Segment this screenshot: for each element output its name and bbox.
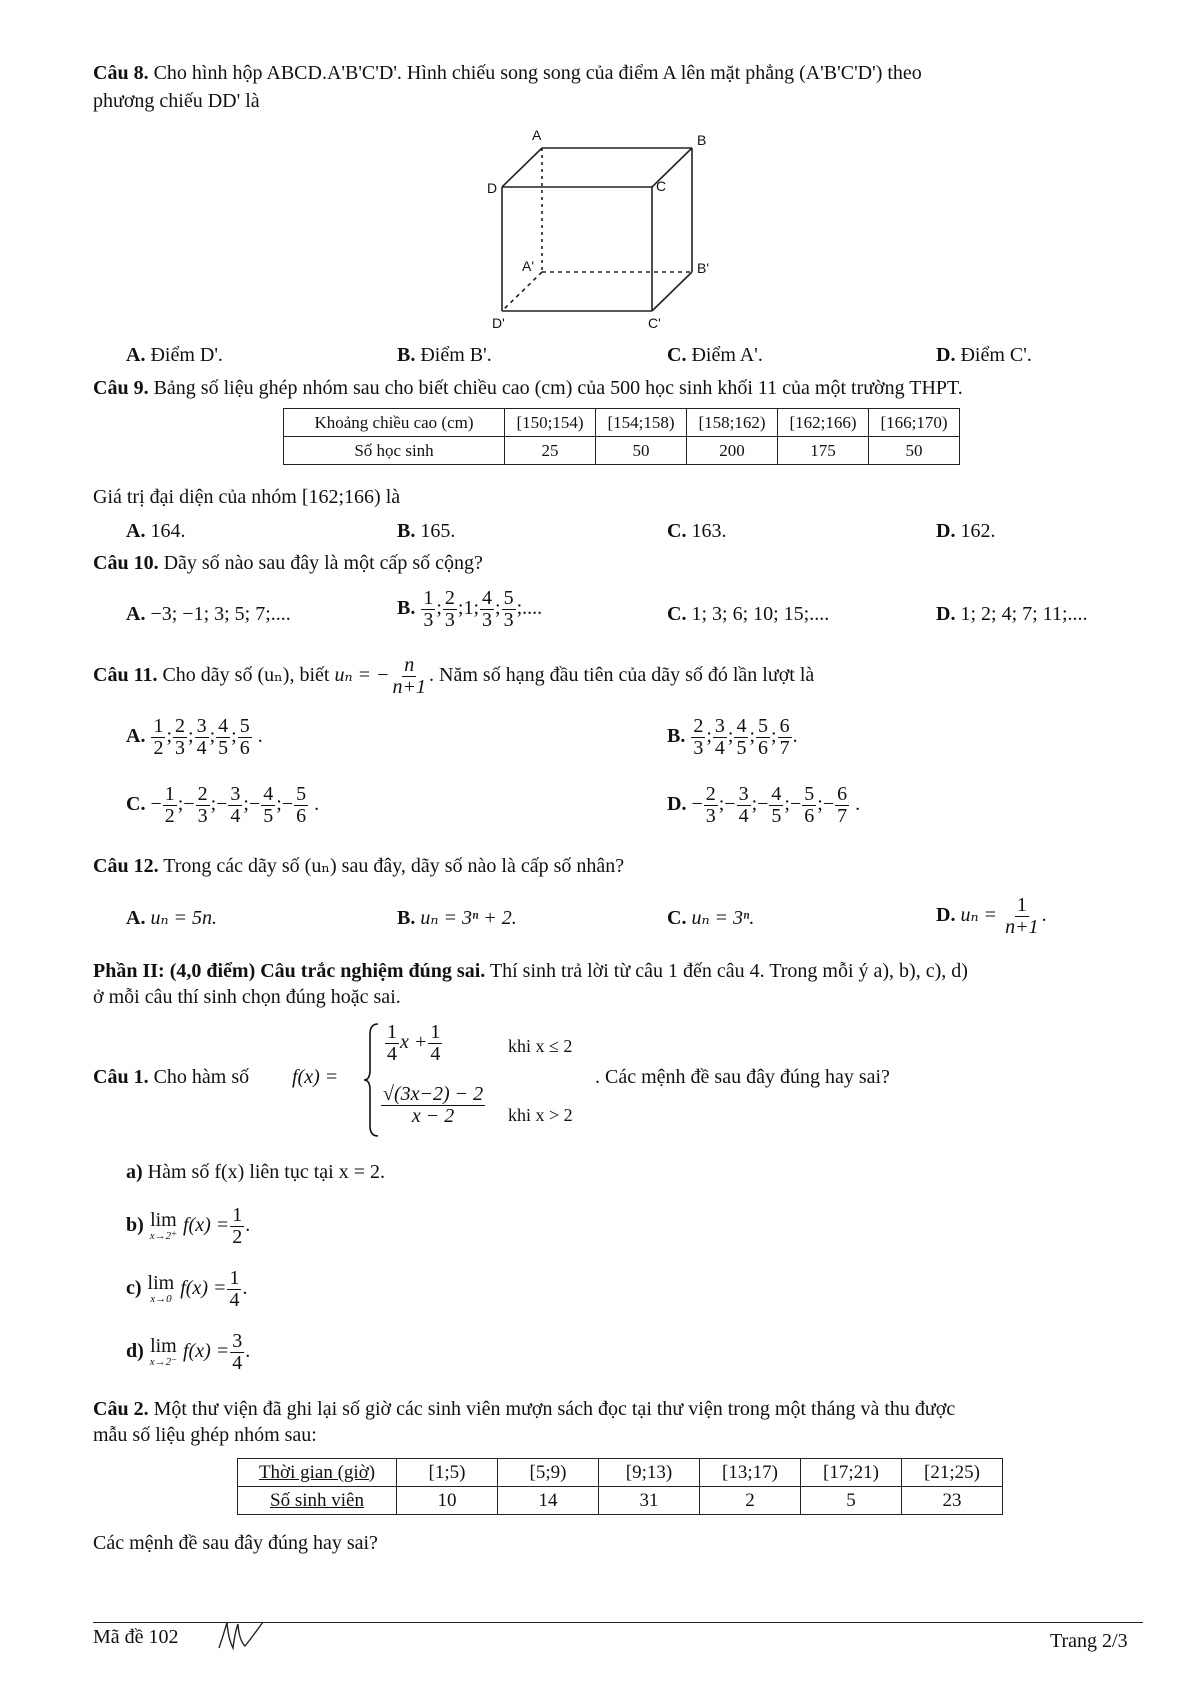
q10-option-c[interactable]: C. 1; 3; 6; 10; 15;.... — [667, 603, 830, 625]
q8-option-c[interactable]: C. Điểm A'. — [667, 344, 763, 366]
p2q1-tail: . Các mệnh đề sau đây đúng hay sai? — [595, 1066, 890, 1088]
label-C1: C' — [648, 315, 661, 330]
table-cell: Thời gian (giờ) — [238, 1459, 397, 1487]
handwritten-mark-icon — [215, 1618, 265, 1652]
q9-option-b[interactable]: B. 165. — [397, 520, 456, 542]
p2q1-line: Câu 1. Cho hàm số — [93, 1066, 250, 1088]
q11-option-d[interactable]: D. − $\frac{2}{3}$ ;− $\frac{3}{4}$ ;− $\frac{4}{5}$ ;− $\frac{5}{6}$ ;− $\frac{6}{7}$ . — [667, 783, 861, 827]
table-cell: 5 — [801, 1487, 902, 1515]
q8-text: Cho hình hộp ABCD.A'B'C'D'. Hình chiếu song song của điểm A lên mặt phẳng (A'B'C'D') theo — [153, 62, 922, 84]
q12-option-d[interactable]: D. uₙ = $\frac{1}{n+1}$ . — [936, 894, 1047, 938]
left-brace-icon — [362, 1020, 382, 1140]
table-cell: Khoảng chiều cao (cm) — [284, 409, 505, 437]
label-A1: A' — [522, 258, 535, 274]
p2q1-case2: $\frac{√(3x-2) - 2}{x - 2}$ — [383, 1083, 484, 1127]
table-row — [238, 1459, 1003, 1487]
table-cell: Số học sinh — [284, 437, 505, 465]
p2q2-text2: mẫu số liệu ghép nhóm sau: — [93, 1424, 317, 1446]
p2q1-item-b[interactable]: b) lim x→2⁺ f(x) = $\frac{1}{2}$ . — [126, 1204, 251, 1248]
q12-option-b[interactable]: B. uₙ = 3ⁿ + 2. — [397, 907, 517, 929]
label-B1: B' — [697, 260, 710, 276]
q8-line1 — [93, 60, 922, 86]
q12-label: Câu 12. — [93, 855, 159, 877]
table-cell: [166;170) — [869, 409, 960, 437]
q11-option-c[interactable]: C. − $\frac{1}{2}$ ;− $\frac{2}{3}$ ;− $\frac{3}{4}$ ;− $\frac{4}{5}$ ;− $\frac{5}{6}$ . — [126, 783, 320, 827]
p2q2-label: Câu 2. — [93, 1398, 149, 1420]
q9-text: Bảng số liệu ghép nhóm sau cho biết chiều cao (cm) của 500 học sinh khối 11 của một trường THPT. — [153, 377, 963, 399]
q9-after: Giá trị đại diện của nhóm [162;166) là — [93, 486, 401, 508]
edge-C1B1 — [652, 272, 692, 311]
table-cell: [162;166) — [778, 409, 869, 437]
p2q1-label: Câu 1. — [93, 1066, 149, 1088]
q9-option-d[interactable]: D. 162. — [936, 520, 996, 542]
part2-heading: Phần II: (4,0 điểm) Câu trắc nghiệm đúng sai. Thí sinh trả lời từ câu 1 đến câu 4. Trong mỗi ý a), b), c), d) — [93, 960, 968, 982]
table-cell: 14 — [498, 1487, 599, 1515]
label-D: D — [487, 180, 498, 196]
table-cell: [21;25) — [902, 1459, 1003, 1487]
q11-option-a[interactable]: A. $\frac{1}{2}$ ; $\frac{2}{3}$ ; $\frac{3}{4}$ ; $\frac{4}{5}$ ; $\frac{5}{6}$ . — [126, 715, 263, 759]
table-cell: [150;154) — [505, 409, 596, 437]
p2q1-item-d[interactable]: d) lim x→2⁻ f(x) = $\frac{3}{4}$ . — [126, 1330, 251, 1374]
footer-code: Mã đề 102 — [93, 1626, 179, 1648]
table-row — [284, 409, 960, 437]
p2q1-fx: f(x) = — [292, 1066, 339, 1088]
table-cell: 50 — [596, 437, 687, 465]
p2q2-after: Các mệnh đề sau đây đúng hay sai? — [93, 1532, 378, 1554]
q8-option-a[interactable]: A. Điểm D'. — [126, 344, 223, 366]
table-row — [284, 437, 960, 465]
table-cell: 31 — [599, 1487, 700, 1515]
table-row — [238, 1487, 1003, 1515]
q10-label: Câu 10. — [93, 552, 159, 574]
label-B: B — [697, 132, 707, 148]
p2q2-table — [237, 1458, 1003, 1515]
table-cell: [154;158) — [596, 409, 687, 437]
q10-line — [93, 550, 483, 576]
table-cell: 2 — [700, 1487, 801, 1515]
p2q1-item-a[interactable]: a) Hàm số f(x) liên tục tại x = 2. — [126, 1161, 386, 1183]
q12-text: Trong các dãy số (uₙ) sau đây, dãy số nào là cấp số nhân? — [163, 855, 625, 877]
table-cell: 25 — [505, 437, 596, 465]
q10-option-d[interactable]: D. 1; 2; 4; 7; 11;.... — [936, 603, 1088, 625]
q12-option-c[interactable]: C. uₙ = 3ⁿ. — [667, 907, 755, 929]
q12-option-a[interactable]: A. uₙ = 5n. — [126, 907, 218, 929]
q12-line — [93, 853, 624, 879]
edge-A1D1 — [502, 272, 542, 311]
table-cell: [5;9) — [498, 1459, 599, 1487]
part2-title: Phần II: (4,0 điểm) Câu trắc nghiệm đúng sai. — [93, 960, 486, 982]
table-cell: 50 — [869, 437, 960, 465]
table-cell: 175 — [778, 437, 869, 465]
edge-AD — [502, 148, 542, 187]
p2q1-item-c[interactable]: c) lim x→0 f(x) = $\frac{1}{4}$ . — [126, 1267, 248, 1311]
part2-text2: ở mỗi câu thí sinh chọn đúng hoặc sai. — [93, 986, 401, 1008]
p2q2-line1: Câu 2. Một thư viện đã ghi lại số giờ các sinh viên mượn sách đọc tại thư viện trong một tháng và thu được — [93, 1398, 956, 1420]
table-cell: Số sinh viên — [238, 1487, 397, 1515]
q8-text2: phương chiếu DD' là — [93, 90, 260, 112]
q8-option-d[interactable]: D. Điểm C'. — [936, 344, 1032, 366]
footer-page: Trang 2/3 — [1050, 1630, 1128, 1652]
q9-option-c[interactable]: C. 163. — [667, 520, 727, 542]
q8-label: Câu 8. — [93, 62, 149, 84]
table-cell: 23 — [902, 1487, 1003, 1515]
q9-label: Câu 9. — [93, 377, 149, 399]
label-A: A — [532, 127, 542, 143]
box-figure — [480, 125, 760, 330]
q9-line — [93, 375, 963, 401]
q10-option-a[interactable]: A. −3; −1; 3; 5; 7;.... — [126, 603, 291, 625]
q11-label: Câu 11. — [93, 664, 158, 687]
table-cell: 200 — [687, 437, 778, 465]
q11-option-b[interactable]: B. $\frac{2}{3}$ ; $\frac{3}{4}$ ; $\frac{4}{5}$ ; $\frac{5}{6}$ ; $\frac{6}{7}$ . — [667, 715, 798, 759]
q11-line: Câu 11. Cho dãy số (uₙ), biết uₙ = − $\frac{n}{n+1}$ . Năm số hạng đầu tiên của dãy số đó lần lượt là — [93, 654, 815, 698]
p2q1-case1-cond: khi x ≤ 2 — [508, 1036, 573, 1056]
q9-option-a[interactable]: A. 164. — [126, 520, 186, 542]
table-cell: [1;5) — [397, 1459, 498, 1487]
table-cell: [9;13) — [599, 1459, 700, 1487]
label-C: C — [656, 178, 667, 194]
table-cell: 10 — [397, 1487, 498, 1515]
q10-option-b[interactable]: B. $\frac{1}{3}$ ; $\frac{2}{3}$ ;1; $\frac{4}{3}$ ; $\frac{5}{3}$ ;.... — [397, 587, 543, 631]
p2q1-case1: $\frac{1}{4}$ x + $\frac{1}{4}$ — [387, 1021, 441, 1065]
table-cell: [13;17) — [700, 1459, 801, 1487]
q10-text: Dãy số nào sau đây là một cấp số cộng? — [163, 552, 483, 574]
table-cell: [158;162) — [687, 409, 778, 437]
q8-option-b[interactable]: B. Điểm B'. — [397, 344, 492, 366]
p2q1-case2-cond: khi x > 2 — [508, 1105, 573, 1125]
label-D1: D' — [492, 315, 505, 330]
q9-table — [283, 408, 960, 465]
table-cell: [17;21) — [801, 1459, 902, 1487]
